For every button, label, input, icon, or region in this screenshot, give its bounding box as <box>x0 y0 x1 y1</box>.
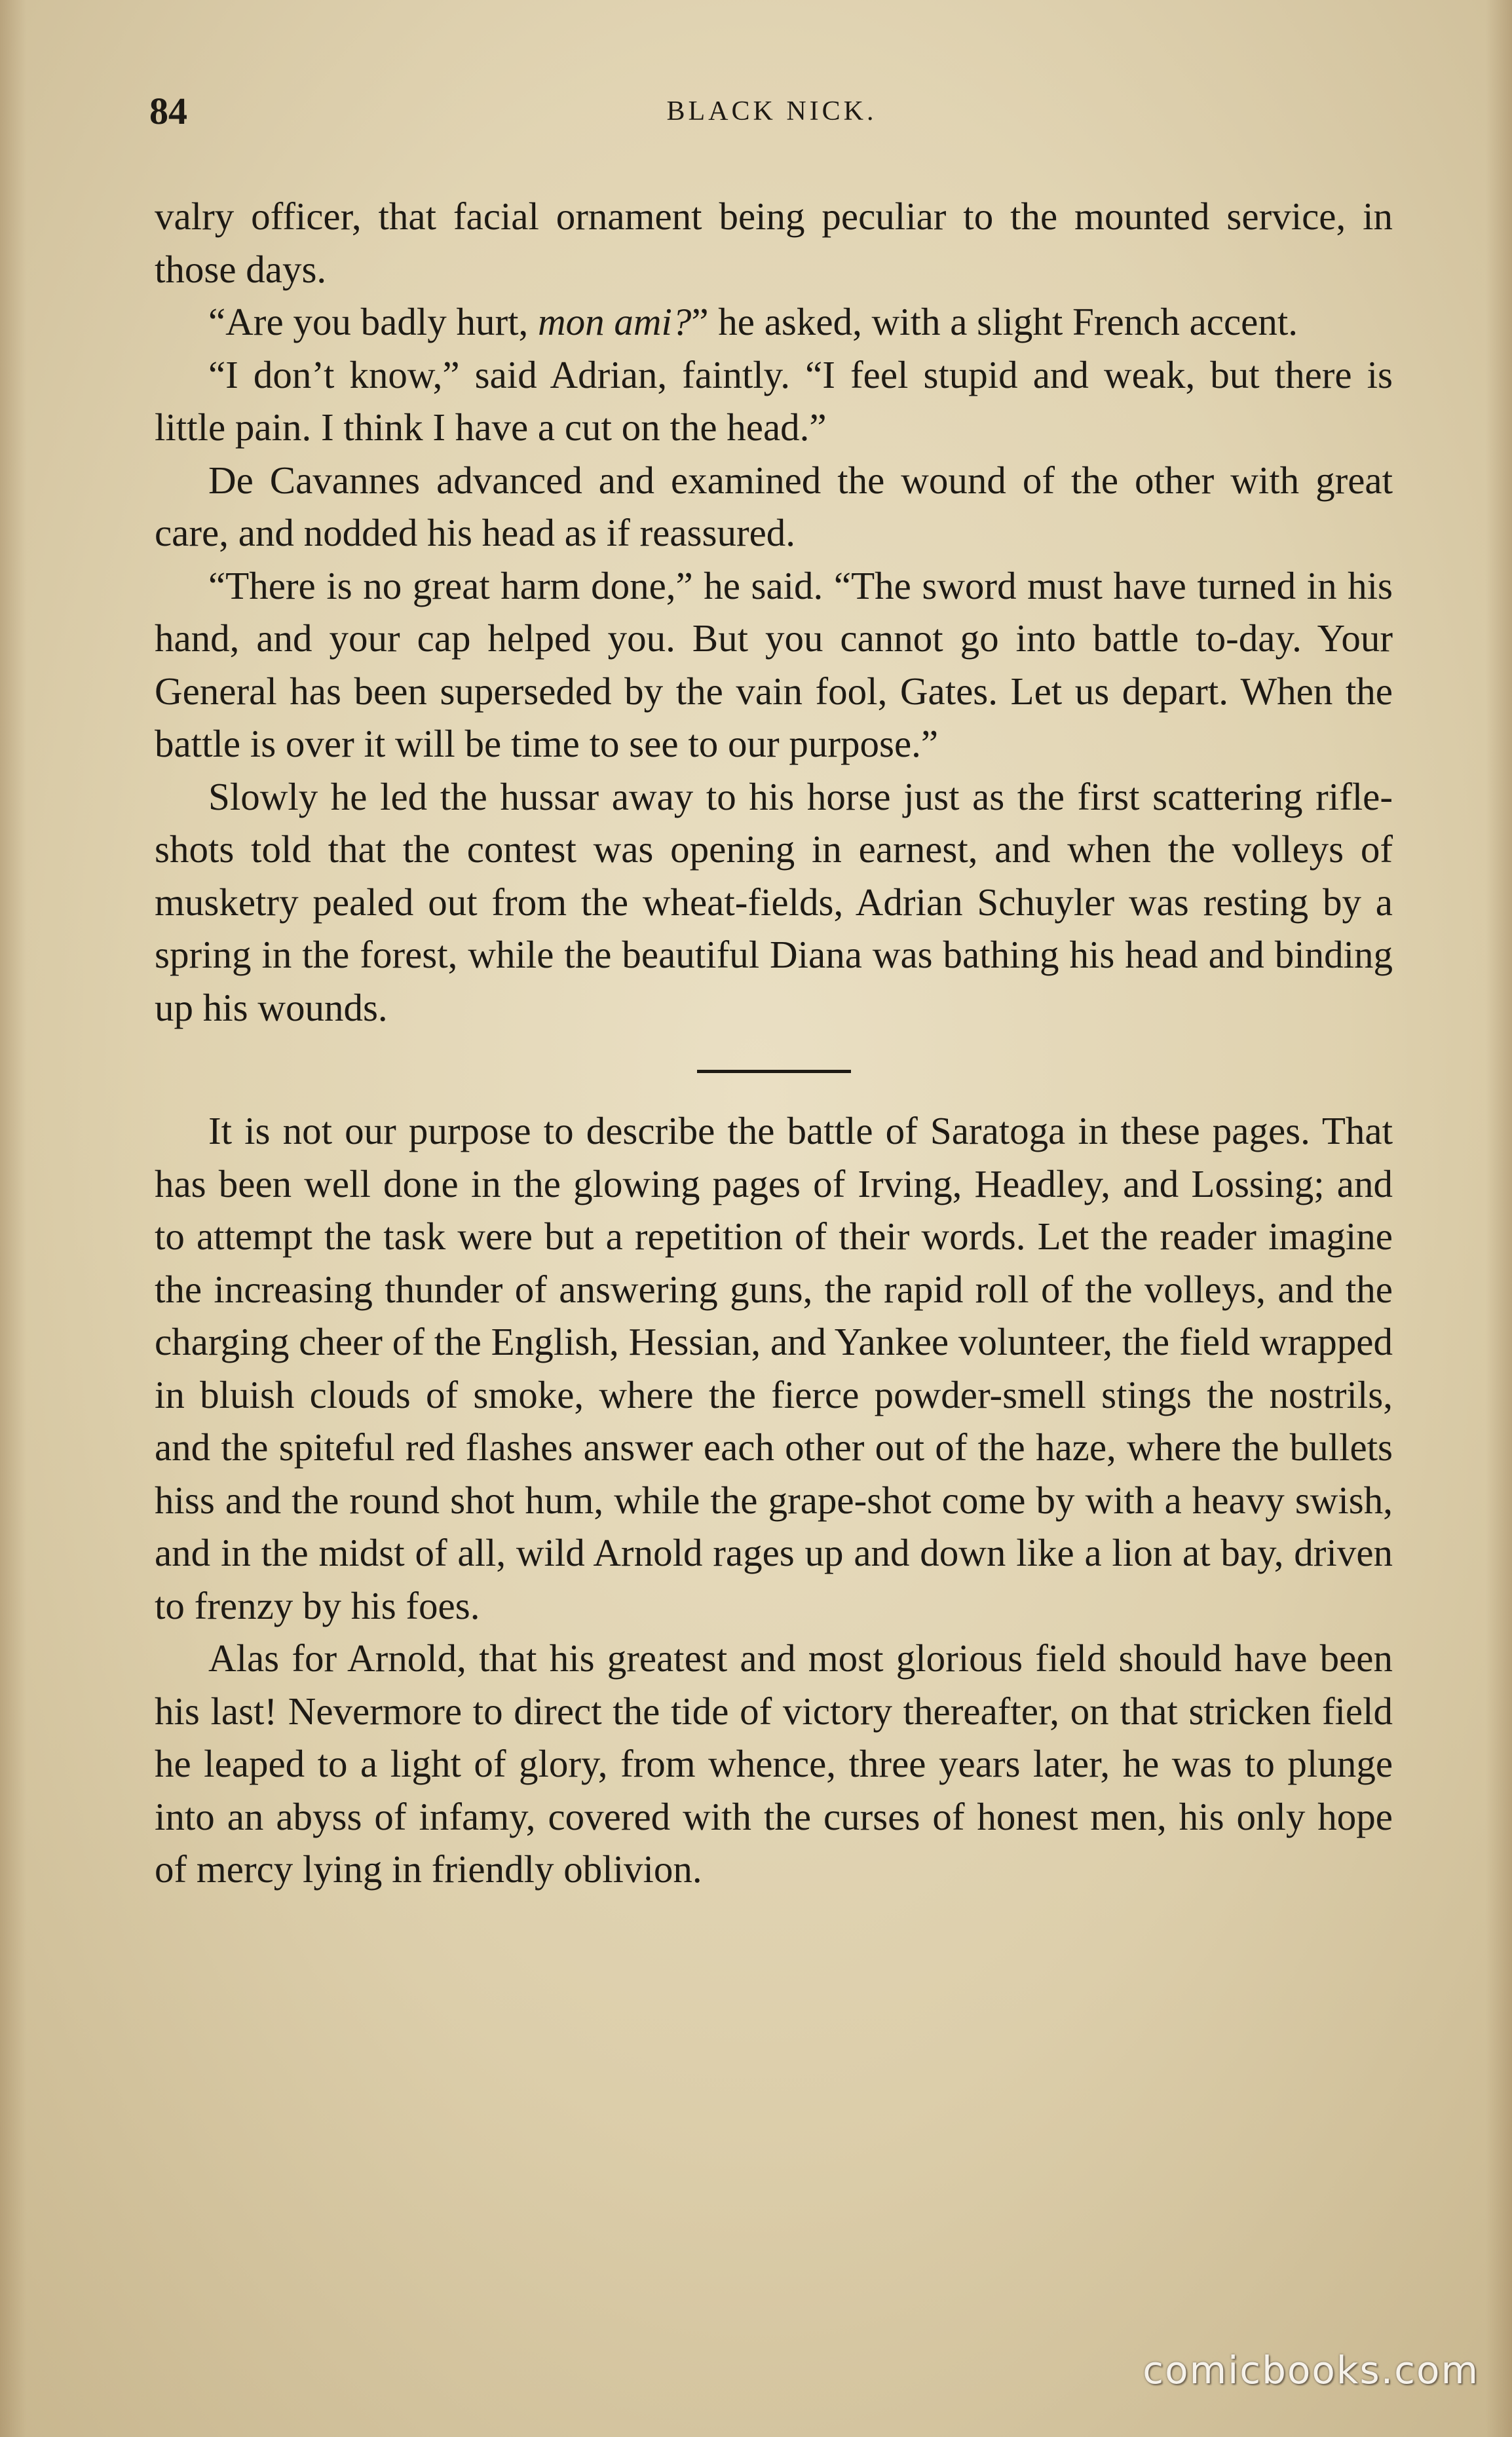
paragraph-2 <box>155 295 1393 349</box>
page-number: 84 <box>149 90 187 132</box>
paragraph-7-text: It is not our purpose to describe the battle of Saratoga in these pages. That has been well done in the glowing pages of Irving, Headley, and Lossing; and to attempt the task were but a repetition of their words. Let the reader imagine the increasing thunder of answering guns, the rapid roll of the volleys, and the charging cheer of the English, Hessian, and Yankee volunteer, the field wrapped in bluish clouds of smoke, where the fierce powder-smell stings the nostrils, and the spiteful red flashes answer each other out of the haze, where the bullets hiss and the round shot hum, while the grape-shot come by with a heavy swish, and in the midst of all, wild Arnold rages up and down like a lion at bay, driven to frenzy by his foes. <box>155 1109 1393 1627</box>
paragraph-4-text: De Cavannes advanced and examined the wound of the other with great care, and nodded his head as if reassured. <box>155 458 1393 554</box>
page-edge-shadow-right <box>1486 0 1512 2437</box>
page-header <box>149 85 1394 138</box>
paragraph-8-text: Alas for Arnold, that his greatest and most glorious field should have been his last! Nevermore to direct the tide of victory thereafter, on that stricken field he leaped to a light of glory, from whence, three years later, he was to plunge into an abyss of infamy, covered with the curses of honest men, his only hope of mercy lying in friendly oblivion. <box>155 1636 1393 1891</box>
paragraph-1 <box>155 190 1393 295</box>
paragraph-8 <box>155 1632 1393 1896</box>
watermark-text: comicbooks.com <box>1143 2348 1479 2392</box>
paragraph-2-italic-phrase: mon ami? <box>538 300 692 343</box>
paragraph-3 <box>155 349 1393 454</box>
body-text <box>155 190 1393 1896</box>
paragraph-4 <box>155 454 1393 559</box>
paragraph-5-text: “There is no great harm done,” he said. “The sword must have turned in his hand, and your cap helped you. But you cannot go into battle to-day. Your General has been superseded by the vain fool, Gates. Let us depart. When the battle is over it will be time to see to our purpose.” <box>155 563 1393 765</box>
section-divider <box>697 1070 851 1073</box>
page-edge-shadow-left <box>0 0 26 2437</box>
paragraph-6 <box>155 770 1393 1034</box>
paragraph-2-text-a: “Are you badly hurt, <box>208 300 538 343</box>
paragraph-6-text: Slowly he led the hussar away to his horse just as the first scattering rifle-shots told that the contest was opening in earnest, and when the volleys of musketry pealed out from the wheat-fields, Adrian Schuyler was resting by a spring in the forest, while the beautiful Diana was bathing his head and binding up his wounds. <box>155 774 1393 1029</box>
paragraph-1-text: valry officer, that facial ornament being peculiar to the mounted service, in those days. <box>155 195 1393 291</box>
paragraph-2-text-b: ” he asked, with a slight French accent. <box>691 300 1298 343</box>
paragraph-7 <box>155 1105 1393 1632</box>
paragraph-5 <box>155 559 1393 770</box>
paragraph-3-text: “I don’t know,” said Adrian, faintly. “I feel stupid and weak, but there is little pain. I think I have a cut on the head.” <box>155 352 1393 449</box>
running-title: BLACK NICK. <box>666 96 877 126</box>
